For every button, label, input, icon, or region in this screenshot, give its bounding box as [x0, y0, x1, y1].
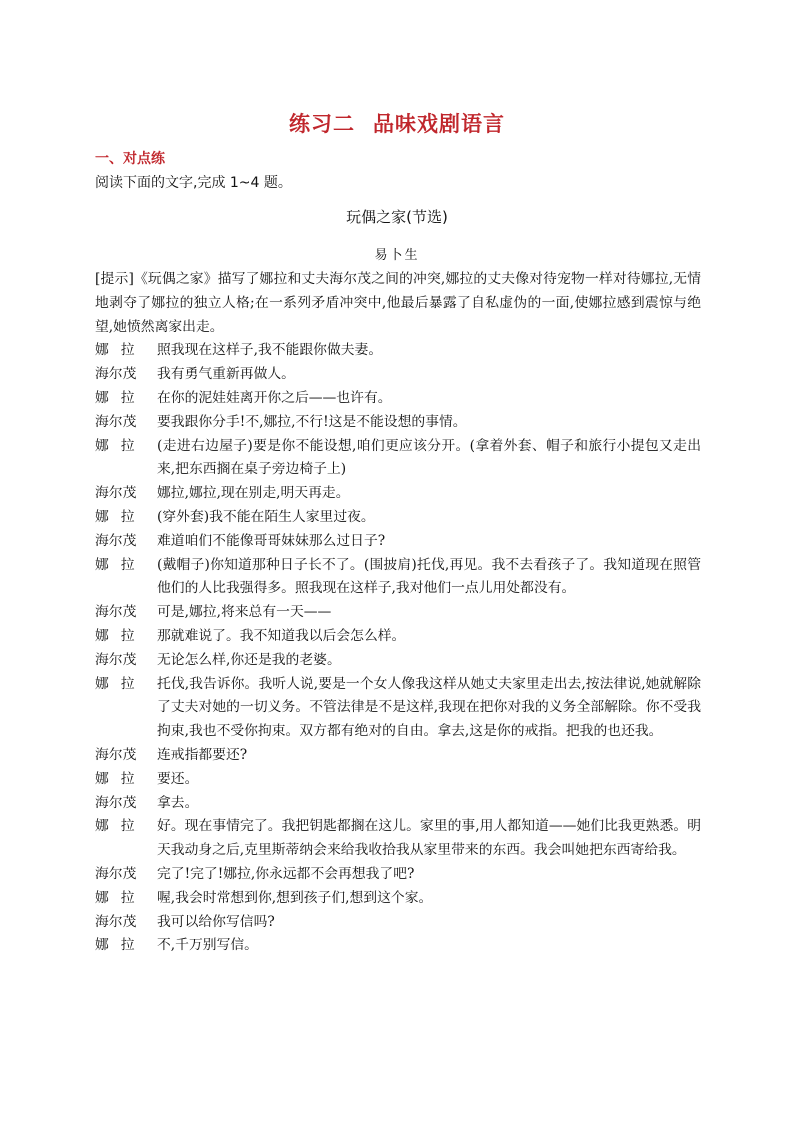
- speaker-name: 海尔茂: [95, 485, 137, 502]
- dialogue-line: [95, 815, 701, 863]
- dialogue-text: 可是,娜拉,将来总有一天——: [157, 604, 332, 621]
- passage-body: [95, 268, 701, 958]
- dialogue-line: [95, 649, 701, 673]
- dialogue-text: (穿外套)我不能在陌生人家里过夜。: [157, 508, 375, 525]
- speaker-name: 娜拉: [95, 508, 147, 525]
- dialogue-line: [95, 887, 701, 911]
- dialogue-text: 无论怎么样,你还是我的老婆。: [157, 651, 341, 668]
- dialogue-line: [95, 339, 701, 363]
- speaker-name: 娜拉: [95, 675, 147, 692]
- dialogue-text: 难道咱们不能像哥哥妹妹那么过日子?: [157, 532, 386, 549]
- dialogue-text: 不,千万别写信。: [157, 937, 258, 954]
- speaker-name: 娜拉: [95, 627, 147, 644]
- dialogue-text: 在你的泥娃娃离开你之后——也许有。: [157, 389, 392, 406]
- speaker-name: 海尔茂: [95, 651, 137, 668]
- dialogue-line: [95, 625, 701, 649]
- speaker-name: 娜拉: [95, 389, 147, 406]
- dialogue-line: [95, 506, 701, 530]
- speaker-name: 海尔茂: [95, 865, 137, 882]
- dialogue-text: 好。现在事情完了。我把钥匙都搁在这儿。家里的事,用人都知道——她们比我更熟悉。明天我动身之后,克里斯蒂纳会来给我收拾我从家里带来的东西。我会叫她把东西寄给我。: [157, 818, 701, 859]
- dialogue-text: 我可以给你写信吗?: [157, 913, 275, 930]
- dialogue-line: [95, 554, 701, 602]
- speaker-name: 娜拉: [95, 770, 147, 787]
- dialogue-line: [95, 792, 701, 816]
- dialogue-line: [95, 673, 701, 744]
- dialogue-text: 拿去。: [157, 794, 199, 811]
- dialogue-text: 那就难说了。我不知道我以后会怎么样。: [157, 627, 406, 644]
- speaker-name: 娜拉: [95, 437, 147, 454]
- dialogue-text: 要我跟你分手!不,娜拉,不行!这是不能设想的事情。: [157, 413, 467, 430]
- dialogue-text: 完了!完了!娜拉,你永远都不会再想我了吧?: [157, 865, 415, 882]
- dialogue-line: [95, 411, 701, 435]
- dialogue-text: 照我现在这样子,我不能跟你做夫妻。: [157, 342, 383, 359]
- dialogue-text: 喔,我会时常想到你,想到孩子们,想到这个家。: [157, 889, 433, 906]
- speaker-name: 娜拉: [95, 342, 147, 359]
- speaker-name: 娜拉: [95, 556, 147, 573]
- speaker-name: 娜拉: [95, 889, 147, 906]
- dialogue-text: 连戒指都要还?: [157, 746, 248, 763]
- speaker-name: 海尔茂: [95, 532, 137, 549]
- intro-note: [提示]《玩偶之家》描写了娜拉和丈夫海尔茂之间的冲突,娜拉的丈夫像对待宠物一样对待娜拉,无情地剥夺了娜拉的独立人格;在一系列矛盾冲突中,他最后暴露了自私虚伪的一面,使娜拉感到震惊与绝望,她愤然离家出走。: [95, 271, 701, 335]
- dialogue-text: 娜拉,娜拉,现在别走,明天再走。: [157, 485, 350, 502]
- dialogue-text: 托伐,我告诉你。我听人说,要是一个女人像我这样从她丈夫家里走出去,按法律说,她就解除了丈夫对她的一切义务。不管法律是不是这样,我现在把你对我的义务全部解除。你不受我拘束,我也不受你拘束。双方都有绝对的自由。拿去,这是你的戒指。把我的也还我。: [157, 675, 701, 740]
- dialogue-text: (戴帽子)你知道那种日子长不了。(围披肩)托伐,再见。我不去看孩子了。我知道现在照管他们的人比我强得多。照我现在这样子,我对他们一点儿用处都没有。: [157, 556, 701, 597]
- dialogue-line: [95, 387, 701, 411]
- dialogue-text: 我有勇气重新再做人。: [157, 366, 295, 383]
- page-title: [0, 108, 794, 138]
- dialogue-line: [95, 482, 701, 506]
- dialogue-line: [95, 601, 701, 625]
- title-part-2: 品味戏剧语言: [373, 112, 505, 136]
- section-heading: 一、对点练: [95, 151, 165, 167]
- dialogue-line: [95, 363, 701, 387]
- speaker-name: 海尔茂: [95, 794, 137, 811]
- dialogue-list: [95, 339, 701, 958]
- dialogue-line: [95, 934, 701, 958]
- speaker-name: 娜拉: [95, 818, 147, 835]
- dialogue-text: (走进右边屋子)要是你不能设想,咱们更应该分开。(拿着外套、帽子和旅行小提包又走出来,把东西搁在桌子旁边椅子上): [157, 437, 701, 478]
- dialogue-line: [95, 863, 701, 887]
- dialogue-line: [95, 768, 701, 792]
- dialogue-line: [95, 744, 701, 768]
- dialogue-text: 要还。: [157, 770, 199, 787]
- speaker-name: 海尔茂: [95, 746, 137, 763]
- instruction-text: 阅读下面的文字,完成 1~4 题。: [95, 175, 292, 191]
- speaker-name: 海尔茂: [95, 413, 137, 430]
- dialogue-line: [95, 530, 701, 554]
- dialogue-line: [95, 911, 701, 935]
- title-part-1: 练习二: [289, 112, 355, 136]
- speaker-name: 娜拉: [95, 937, 147, 954]
- speaker-name: 海尔茂: [95, 604, 137, 621]
- play-title: 玩偶之家(节选): [346, 208, 448, 226]
- speaker-name: 海尔茂: [95, 913, 137, 930]
- author-name: 易卜生: [374, 248, 420, 263]
- dialogue-line: [95, 435, 701, 483]
- speaker-name: 海尔茂: [95, 366, 137, 383]
